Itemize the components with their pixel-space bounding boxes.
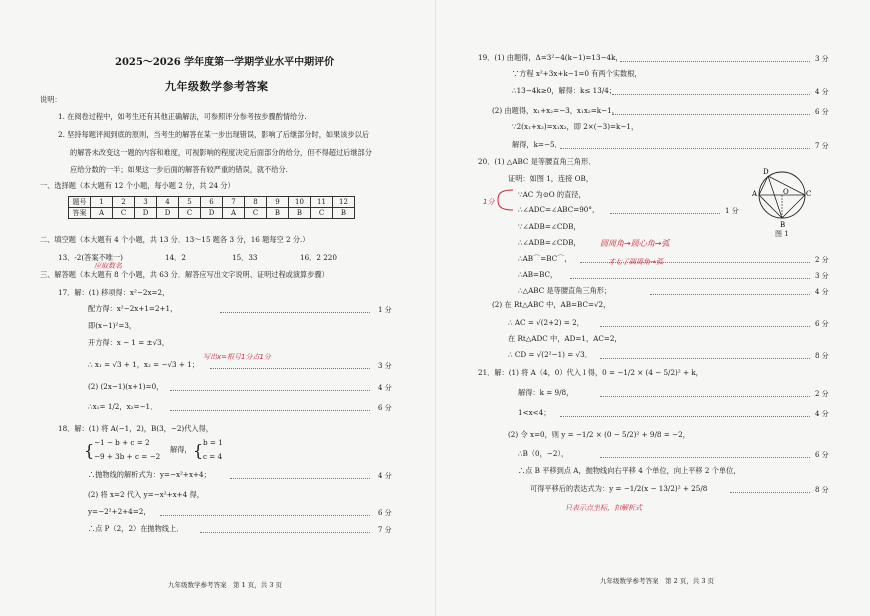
table-cell: C xyxy=(311,208,333,219)
table-cell: A xyxy=(91,208,113,219)
fill-14: 14．2 xyxy=(165,253,186,262)
score: 1 分 xyxy=(725,207,739,215)
score: 8 分 xyxy=(815,486,829,494)
q18-line: ∴点 P（2，2）在抛物线上． xyxy=(88,524,184,533)
q18-line: y=−2²+2+4=2， xyxy=(88,507,151,516)
q21-line: ∴B（0，−2）， xyxy=(518,449,569,458)
table-cell: 题号 xyxy=(69,197,91,208)
table-header-row xyxy=(69,197,355,208)
fill-15: 15．33 xyxy=(232,253,258,262)
table-cell: 5 xyxy=(179,197,201,208)
table-cell: 12 xyxy=(333,197,355,208)
table-cell: C xyxy=(179,208,201,219)
q20-line: 在 Rt△ADC 中，AD=1，AC=2， xyxy=(508,334,622,343)
q19-line: ∵2(x₁+x₂)=x₁x₂，即 2×(−3)=k−1， xyxy=(512,122,639,131)
q18-line: (2) 将 x=2 代入 y=−x²+x+4 得， xyxy=(88,490,204,499)
table-cell: 6 xyxy=(201,197,223,208)
score: 4 分 xyxy=(815,288,829,296)
handwritten-note: 写出x=根号1分占1分 xyxy=(203,353,271,361)
score: 4 分 xyxy=(815,88,829,96)
table-cell: 1 xyxy=(91,197,113,208)
q20-line: ∴ AC = √(2+2) = 2， xyxy=(508,318,584,327)
point-label: A xyxy=(752,190,758,198)
q20-line: ∴∠ADC=∠ABC=90°， xyxy=(518,205,600,214)
q19-line: ∵方程 x²+3x+k−1=0 有两个实数根， xyxy=(512,69,642,78)
q18-line: ∴抛物线的解析式为：y=−x²+x+4； xyxy=(88,470,211,479)
q21-line: ∴点 B 平移到点 A，抛物线向右平移 4 个单位，向上平移 2 个单位， xyxy=(518,466,741,475)
score: 3 分 xyxy=(815,55,829,63)
handwritten-note: 圆周角→圆心角→弧 xyxy=(600,239,670,248)
note-label: 说明： xyxy=(40,95,62,104)
handwritten-bracket xyxy=(478,186,518,216)
q19-line: (2) 由题得，x₁+x₂=−3，x₁x₂=k−1， xyxy=(492,106,619,115)
q18-line: 解得， xyxy=(170,445,192,454)
table-cell: 8 xyxy=(245,197,267,208)
q21-line: 解得：k = 9/8， xyxy=(518,388,574,397)
score: 6 分 xyxy=(815,108,829,116)
q19-line: ∴13−4k≥0，解得：k≤ 13/4； xyxy=(512,86,617,95)
table-cell: A xyxy=(223,208,245,219)
section-fill: 二、填空题（本大题有 4 个小题，共 13 分．13～15 题各 3 分，16 题每空 2 分.） xyxy=(40,235,310,244)
table-cell: B xyxy=(289,208,311,219)
handwritten-note: 只表示点坐标，扣解析式 xyxy=(565,504,642,512)
q20-line: ∴ CD = √(2²−1) = √3． xyxy=(508,350,592,359)
point-label: C xyxy=(806,190,812,198)
note-1: 1. 在阅卷过程中，如考生还有其他正确解法，可参照评分参考按步骤酌情给分. xyxy=(58,112,307,121)
score: 6 分 xyxy=(815,451,829,459)
brace: { xyxy=(84,441,95,460)
fill-16: 16．2 220 xyxy=(300,253,337,262)
q17-line: 配方得：x²−2x+1=2+1， xyxy=(88,304,178,313)
point-label: B xyxy=(780,221,786,229)
table-cell: 2 xyxy=(113,197,135,208)
score: 4 分 xyxy=(378,384,392,392)
q21-line: 21．解：(1) 将 A（4，0）代入 l 得，0 = −1/2 × (4 − 5/2)² + k， xyxy=(478,368,703,377)
fill-13: 13．-2(答案不唯一) xyxy=(58,253,123,262)
q17-line: (2) (2x−1)(x+1)=0， xyxy=(88,382,164,391)
q17-line: 开方得：x − 1 = ±√3， xyxy=(88,338,169,347)
score: 7 分 xyxy=(378,526,392,534)
table-cell: B xyxy=(267,208,289,219)
table-cell: C xyxy=(113,208,135,219)
q20-line: 证明：如图 1，连接 OB， xyxy=(508,174,594,183)
q20-line: ∴∠ADB=∠CDB， xyxy=(518,238,581,247)
q19-line: 19．(1) 由题得，Δ=3²−4(k−1)=13−4k， xyxy=(478,53,623,62)
q20-line: 20．(1) △ABC 是等腰直角三角形． xyxy=(478,157,596,166)
page-footer: 九年级数学参考答案 第 2 页，共 3 页 xyxy=(600,577,715,585)
section-choice: 一、选择题（本大题有 12 个小题，每小题 2 分，共 24 分） xyxy=(40,181,235,190)
page-divider xyxy=(435,0,436,616)
score: 6 分 xyxy=(378,404,392,412)
page-title: 2025～2026 学年度第一学期学业水平中期评价 xyxy=(115,57,335,68)
page-footer: 九年级数学参考答案 第 1 页，共 3 页 xyxy=(168,581,283,589)
table-cell: D xyxy=(157,208,179,219)
q21-line: 可得平移后的表达式为：y = −1/2(x − 13/2)² + 25/8 xyxy=(530,484,708,493)
table-answer-row xyxy=(69,208,355,219)
section-solve: 三、解答题（本大题有 8 个小题，共 63 分．解答应写出文字说明、证明过程或演算步骤） xyxy=(40,270,329,279)
score: 1 分 xyxy=(378,306,392,314)
q17-line: ∴ x₁ = √3 + 1，x₂ = −√3 + 1； xyxy=(88,360,199,369)
point-label: D xyxy=(763,168,769,176)
table-cell: D xyxy=(201,208,223,219)
table-cell: 9 xyxy=(267,197,289,208)
table-cell: 11 xyxy=(311,197,333,208)
handwritten-note: 才七了圆周角→弧 xyxy=(608,258,663,266)
score: 6 分 xyxy=(378,509,392,517)
figure-caption: 图 1 xyxy=(775,230,789,238)
q18-line: −1 − b + c = 2 xyxy=(94,438,150,447)
answer-table xyxy=(68,196,355,219)
handwritten-note: 应取数名 xyxy=(94,262,122,270)
q17-line: 即(x−1)²=3， xyxy=(88,321,137,330)
figure-circle-diagram xyxy=(752,165,812,235)
q20-line: ∵AC 为⊙O 的直径， xyxy=(518,190,586,199)
score: 7 分 xyxy=(815,142,829,150)
score: 6 分 xyxy=(815,320,829,328)
q21-line: (2) 令 x=0，则 y = −1/2 × (0 − 5/2)² + 9/8 = −2， xyxy=(508,430,690,439)
score: 2 分 xyxy=(815,256,829,264)
q20-line: (2) 在 Rt△ABC 中，AB=BC=√2， xyxy=(492,300,611,309)
chord-ad xyxy=(759,176,768,195)
note-3: 的解答未改变这一题的内容和难度，可视影响的程度决定后面部分的给分，但不得超过后继部分 xyxy=(70,148,372,157)
q20-line: ∴△ABC 是等腰直角三角形； xyxy=(518,286,612,295)
q18-line: 18．解：(1) 将 A(−1，2)，B(3，−2)代入得， xyxy=(58,424,213,433)
table-cell: 10 xyxy=(289,197,311,208)
q18-line: b = 1 xyxy=(203,438,223,447)
score: 4 分 xyxy=(378,472,392,480)
note-2: 2. 坚持每题评阅到底的原则，当考生的解答在某一步出现错误，影响了后继部分时，如果该步以后 xyxy=(58,130,370,139)
score: 3 分 xyxy=(378,362,392,370)
table-cell: D xyxy=(135,208,157,219)
q20-line: ∵∠ADB=∠CDB， xyxy=(518,222,581,231)
score: 3 分 xyxy=(815,272,829,280)
table-cell: 4 xyxy=(157,197,179,208)
score: 2 分 xyxy=(815,390,829,398)
table-cell: 7 xyxy=(223,197,245,208)
table-cell: C xyxy=(245,208,267,219)
brace: { xyxy=(193,441,204,460)
score: 4 分 xyxy=(815,410,829,418)
page-subtitle: 九年级数学参考答案 xyxy=(165,80,269,93)
note-4: 应给分数的一半；如果这一步后面的解答有较严重的错误，就不给分. xyxy=(70,165,288,174)
point-label: O xyxy=(783,188,789,196)
q17-line: 17．解：(1) 移项得：x²−2x=2， xyxy=(58,288,170,297)
q18-line: −9 + 3b + c = −2 xyxy=(94,452,161,461)
q18-line: c = 4 xyxy=(203,452,223,461)
handwritten-note: 1分 xyxy=(483,198,495,206)
table-cell: 3 xyxy=(135,197,157,208)
q17-line: ∴x₁= 1/2，x₂=−1． xyxy=(88,402,158,411)
q19-line: 解得，k=−5． xyxy=(512,140,562,149)
score: 8 分 xyxy=(815,352,829,360)
q21-line: 1<x<4； xyxy=(518,408,551,417)
q20-line: ∴AB⌒=BC⌒， xyxy=(518,254,572,263)
table-cell: 答案 xyxy=(69,208,91,219)
q20-line: ∴AB=BC， xyxy=(518,270,558,279)
table-cell: B xyxy=(333,208,355,219)
